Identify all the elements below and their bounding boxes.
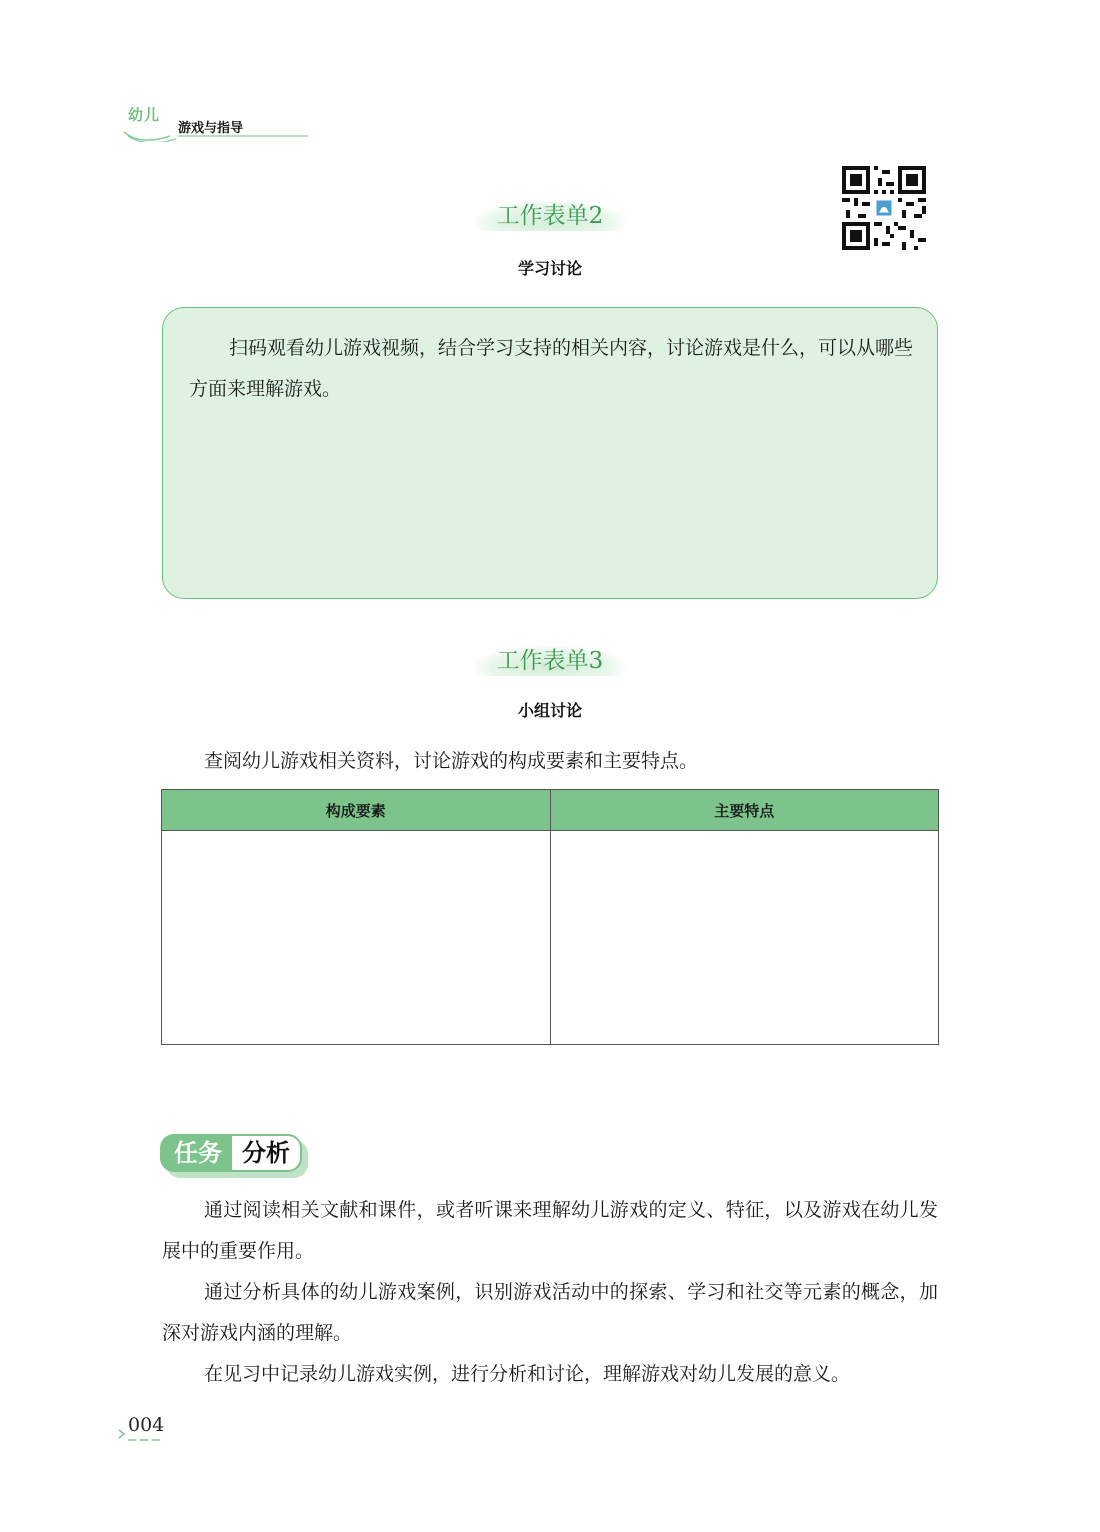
worksheet2-answer-box[interactable] — [162, 307, 938, 599]
worksheet3-subtitle: 小组讨论 — [517, 701, 582, 720]
analysis-text — [162, 1190, 938, 1395]
banner-label-part2: 分析 — [232, 1134, 302, 1172]
worksheet2-title-text: 工作表单2 — [475, 201, 626, 231]
table-row — [162, 831, 939, 1045]
worksheet3-title — [0, 646, 1100, 676]
table-cell-elements-answer[interactable] — [162, 831, 551, 1045]
table-header-features: 主要特点 — [550, 790, 939, 831]
analysis-paragraph: 在见习中记录幼儿游戏实例，进行分析和讨论，理解游戏对幼儿发展的意义。 — [204, 1363, 851, 1385]
worksheet3-title-text: 工作表单3 — [475, 646, 626, 676]
page-number: 004 — [128, 1414, 165, 1436]
header-series-label: 幼儿 — [128, 106, 161, 124]
table-header-row — [162, 790, 939, 831]
analysis-paragraph: 通过分析具体的幼儿游戏案例，识别游戏活动中的探索、学习和社交等元素的概念，加深对游戏内涵的理解。 — [162, 1281, 938, 1344]
worksheet2-subtitle: 学习讨论 — [517, 259, 582, 278]
worksheet3-table — [161, 789, 939, 1045]
section-banner — [160, 1134, 310, 1176]
worksheet2-prompt: 扫码观看幼儿游戏视频，结合学习支持的相关内容，讨论游戏是什么，可以从哪些方面来理解游戏。 — [189, 337, 914, 400]
table-cell-features-answer[interactable] — [550, 831, 939, 1045]
header-book-title: 游戏与指导 — [178, 121, 244, 136]
analysis-paragraph: 通过阅读相关文献和课件，或者听课来理解幼儿游戏的定义、特征，以及游戏在幼儿发展中的重要作用。 — [162, 1199, 938, 1262]
banner-label-part1: 任务 — [160, 1134, 236, 1172]
table-header-elements: 构成要素 — [162, 790, 551, 831]
worksheet3-intro: 查阅幼儿游戏相关资料，讨论游戏的构成要素和主要特点。 — [204, 750, 699, 772]
worksheet2-title — [0, 201, 1100, 231]
